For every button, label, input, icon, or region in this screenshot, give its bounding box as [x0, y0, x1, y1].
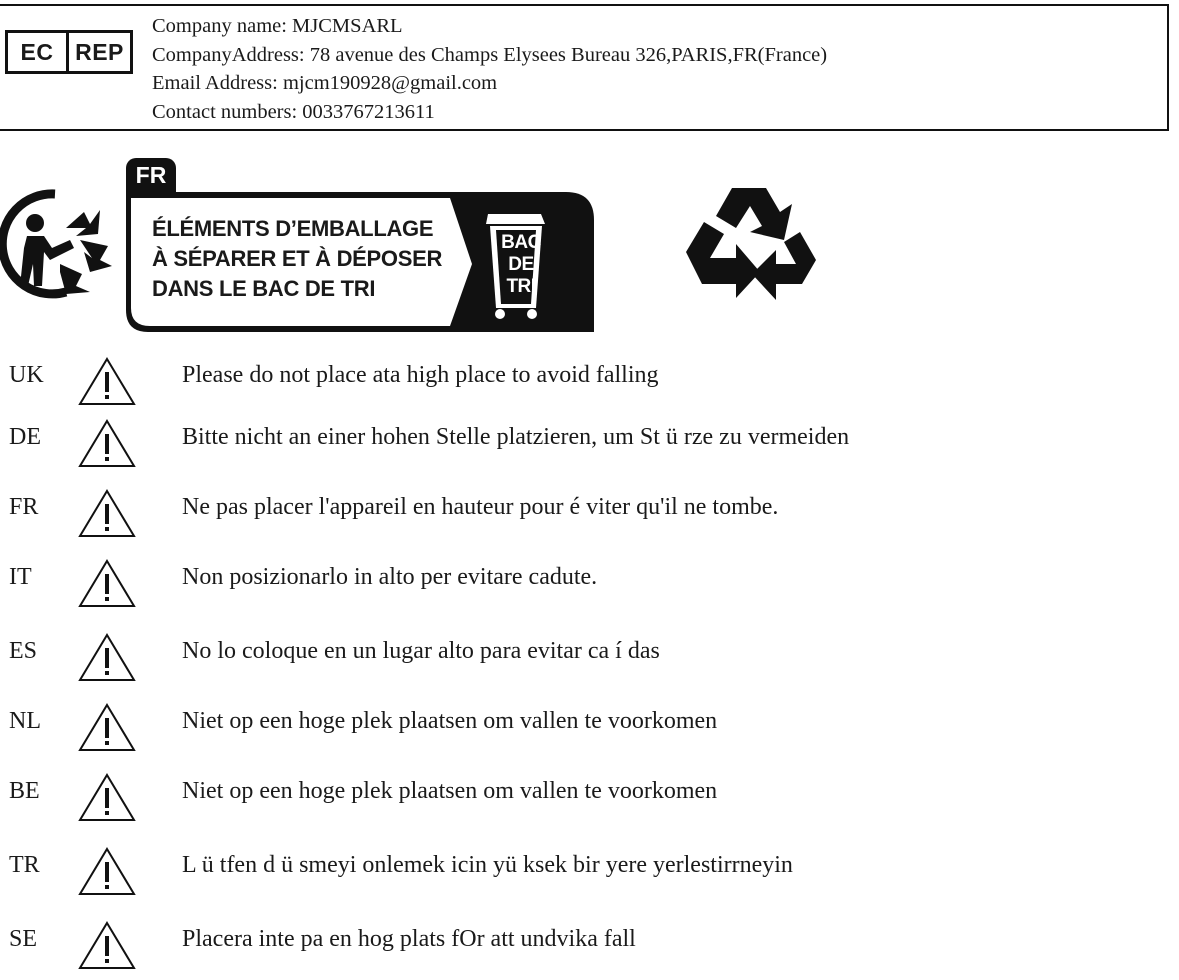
warning-text: L ü tfen d ü smeyi onlemek icin yü ksek bir yere yerlestirrneyin	[182, 852, 793, 878]
warning-triangle-icon	[78, 920, 136, 970]
banner-line-3: DANS LE BAC DE TRI	[152, 276, 376, 301]
language-code: IT	[9, 564, 32, 590]
rep-label: REP	[75, 38, 124, 65]
warning-row-es	[0, 632, 1179, 682]
ec-rep-panel	[0, 4, 1169, 131]
warning-triangle-icon	[78, 558, 136, 608]
language-code: SE	[9, 926, 38, 952]
warning-row-it	[0, 558, 1179, 608]
warning-text: No lo coloque en un lugar alto para evitar ca í das	[182, 638, 660, 664]
warning-row-be	[0, 772, 1179, 822]
banner-line-2: À SÉPARER ET À DÉPOSER	[152, 246, 443, 271]
warning-row-uk	[0, 356, 1179, 406]
warning-text: Placera inte pa en hog plats fOr att undvika fall	[182, 926, 636, 952]
language-code: ES	[9, 638, 38, 664]
company-details	[152, 12, 827, 126]
warning-text: Niet op een hoge plek plaatsen om vallen te voorkomen	[182, 778, 718, 804]
warning-row-fr	[0, 488, 1179, 538]
ec-rep-label	[5, 30, 133, 74]
bin-line-2: DE	[508, 254, 534, 275]
warning-triangle-icon	[78, 702, 136, 752]
language-code: FR	[9, 494, 39, 520]
language-code: UK	[9, 362, 44, 388]
warning-triangle-icon	[78, 632, 136, 682]
language-code: NL	[9, 708, 41, 734]
warning-row-tr	[0, 846, 1179, 896]
warning-triangle-icon	[78, 356, 136, 406]
warning-row-se	[0, 920, 1179, 970]
warning-triangle-icon	[78, 418, 136, 468]
bin-line-1: BAC	[501, 232, 541, 253]
recycle-icon	[680, 180, 824, 320]
warning-text: Please do not place ata high place to avoid falling	[182, 362, 659, 388]
warning-triangle-icon	[78, 846, 136, 896]
warning-text: Non posizionarlo in alto per evitare cadute.	[182, 564, 598, 590]
warning-row-nl	[0, 702, 1179, 752]
warning-triangle-icon	[78, 488, 136, 538]
bin-text	[494, 232, 548, 298]
company-name: Company name: MJCMSARL	[152, 15, 403, 37]
bin-line-3: TRI	[506, 276, 536, 297]
banner-text	[152, 214, 442, 304]
warning-text: Bitte nicht an einer hohen Stelle platzieren, um St ü rze zu vermeiden	[182, 424, 850, 450]
warning-triangle-icon	[78, 772, 136, 822]
language-code: TR	[9, 852, 40, 878]
ec-label: EC	[8, 33, 69, 71]
warning-text: Niet op een hoge plek plaatsen om vallen te voorkomen	[182, 708, 718, 734]
company-phone: Contact numbers: 0033767213611	[152, 100, 435, 123]
company-email: Email Address: mjcm190928@gmail.com	[152, 72, 498, 94]
banner-line-1: ÉLÉMENTS D’EMBALLAGE	[152, 216, 434, 241]
language-code: DE	[9, 424, 41, 450]
warning-row-de	[0, 418, 1179, 468]
fr-tag: FR	[126, 158, 176, 192]
company-address: CompanyAddress: 78 avenue des Champs Elysees Bureau 326,PARIS,FR(France)	[152, 43, 828, 66]
language-code: BE	[9, 778, 40, 804]
triman-icon	[0, 188, 115, 300]
warning-text: Ne pas placer l'appareil en hauteur pour é viter qu'il ne tombe.	[182, 494, 779, 520]
